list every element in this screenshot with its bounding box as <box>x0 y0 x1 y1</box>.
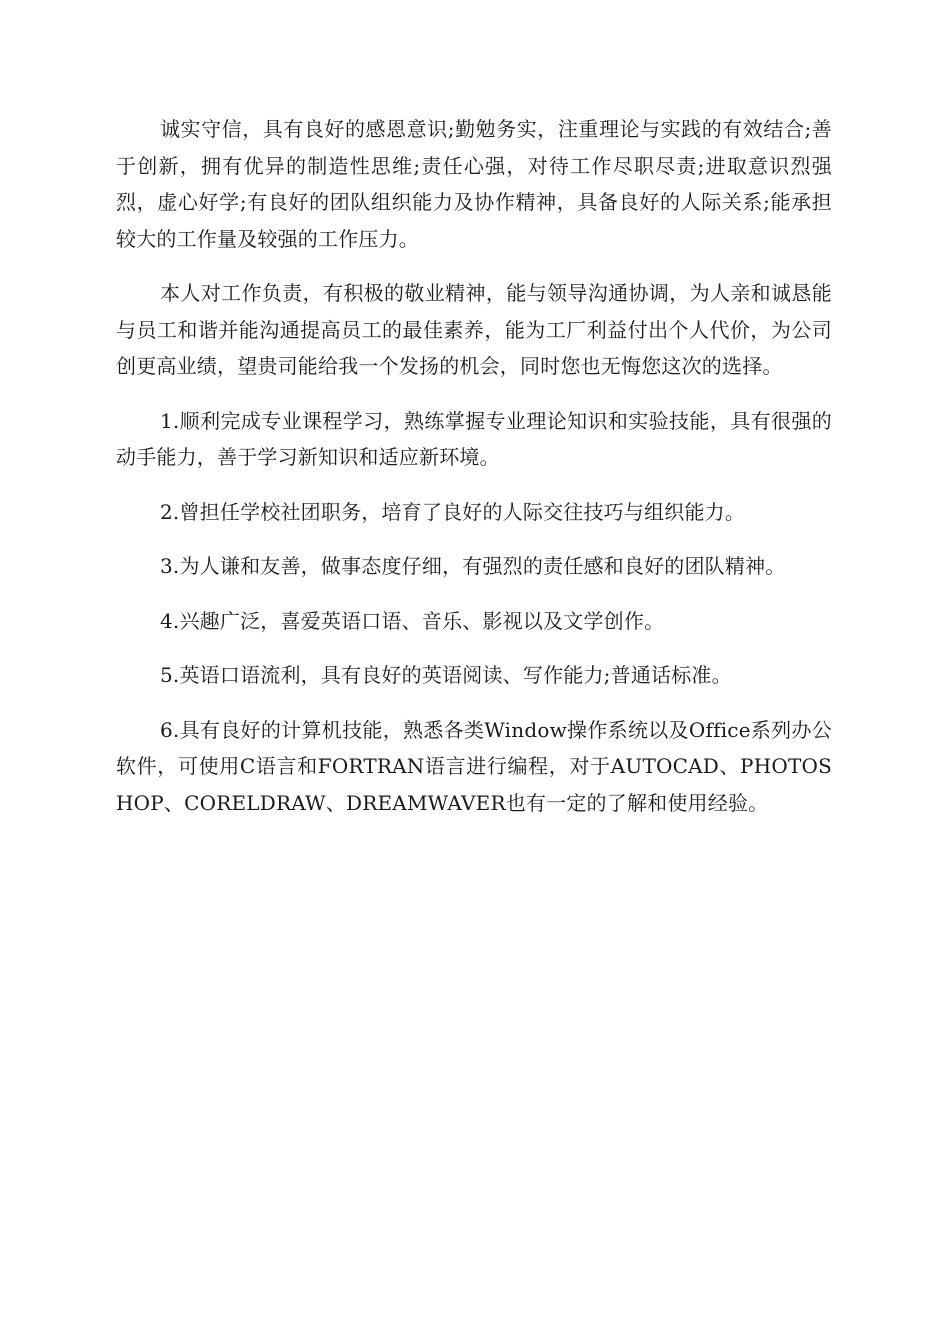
list-item-personality: 3.为人谦和友善，做事态度仔细，有强烈的责任感和良好的团队精神。 <box>160 554 786 578</box>
list-item-computer-skills: 6.具有良好的计算机技能，熟悉各类Window操作系统以及Office系列办公软件，可使用C语言和FORTRAN语言进行编程，对于AUTOCAD、PHOTOSHOP、CORELDRAW、DREAMWAVER也有一定的了解和使用经验。 <box>116 717 832 815</box>
list-item-club-role: 2.曾担任学校社团职务，培育了良好的人际交往技巧与组织能力。 <box>160 499 746 524</box>
paragraph-self-evaluation: 诚实守信，具有良好的感恩意识;勤勉务实，注重理论与实践的有效结合;善于创新，拥有优异的制造性思维;责任心强，对待工作尽职尽责;进取意识烈强烈，虚心好学;有良好的团队组织能力及协作精神，具备良好的人际关系;能承担较大的工作量及较强的工作压力。 <box>116 117 832 251</box>
list-item-interests: 4.兴趣广泛，喜爱英语口语、音乐、影视以及文学创作。 <box>160 608 665 633</box>
paragraph-work-attitude: 本人对工作负责，有积极的敬业精神，能与领导沟通协调，为人亲和诚恳能与员工和谐并能沟通提高员工的最佳素养，能为工厂利益付出个人代价，为公司创更高业绩，望贵司能给我一个发扬的机会，同时您也无悔您这次的选择。 <box>116 281 832 378</box>
document-body <box>116 111 832 839</box>
list-item-language-skills: 5.英语口语流利，具有良好的英语阅读、写作能力;普通话标准。 <box>160 663 732 687</box>
list-item-coursework: 1.顺利完成专业课程学习，熟练掌握专业理论知识和实验技能，具有很强的动手能力，善于学习新知识和适应新环境。 <box>116 408 832 469</box>
